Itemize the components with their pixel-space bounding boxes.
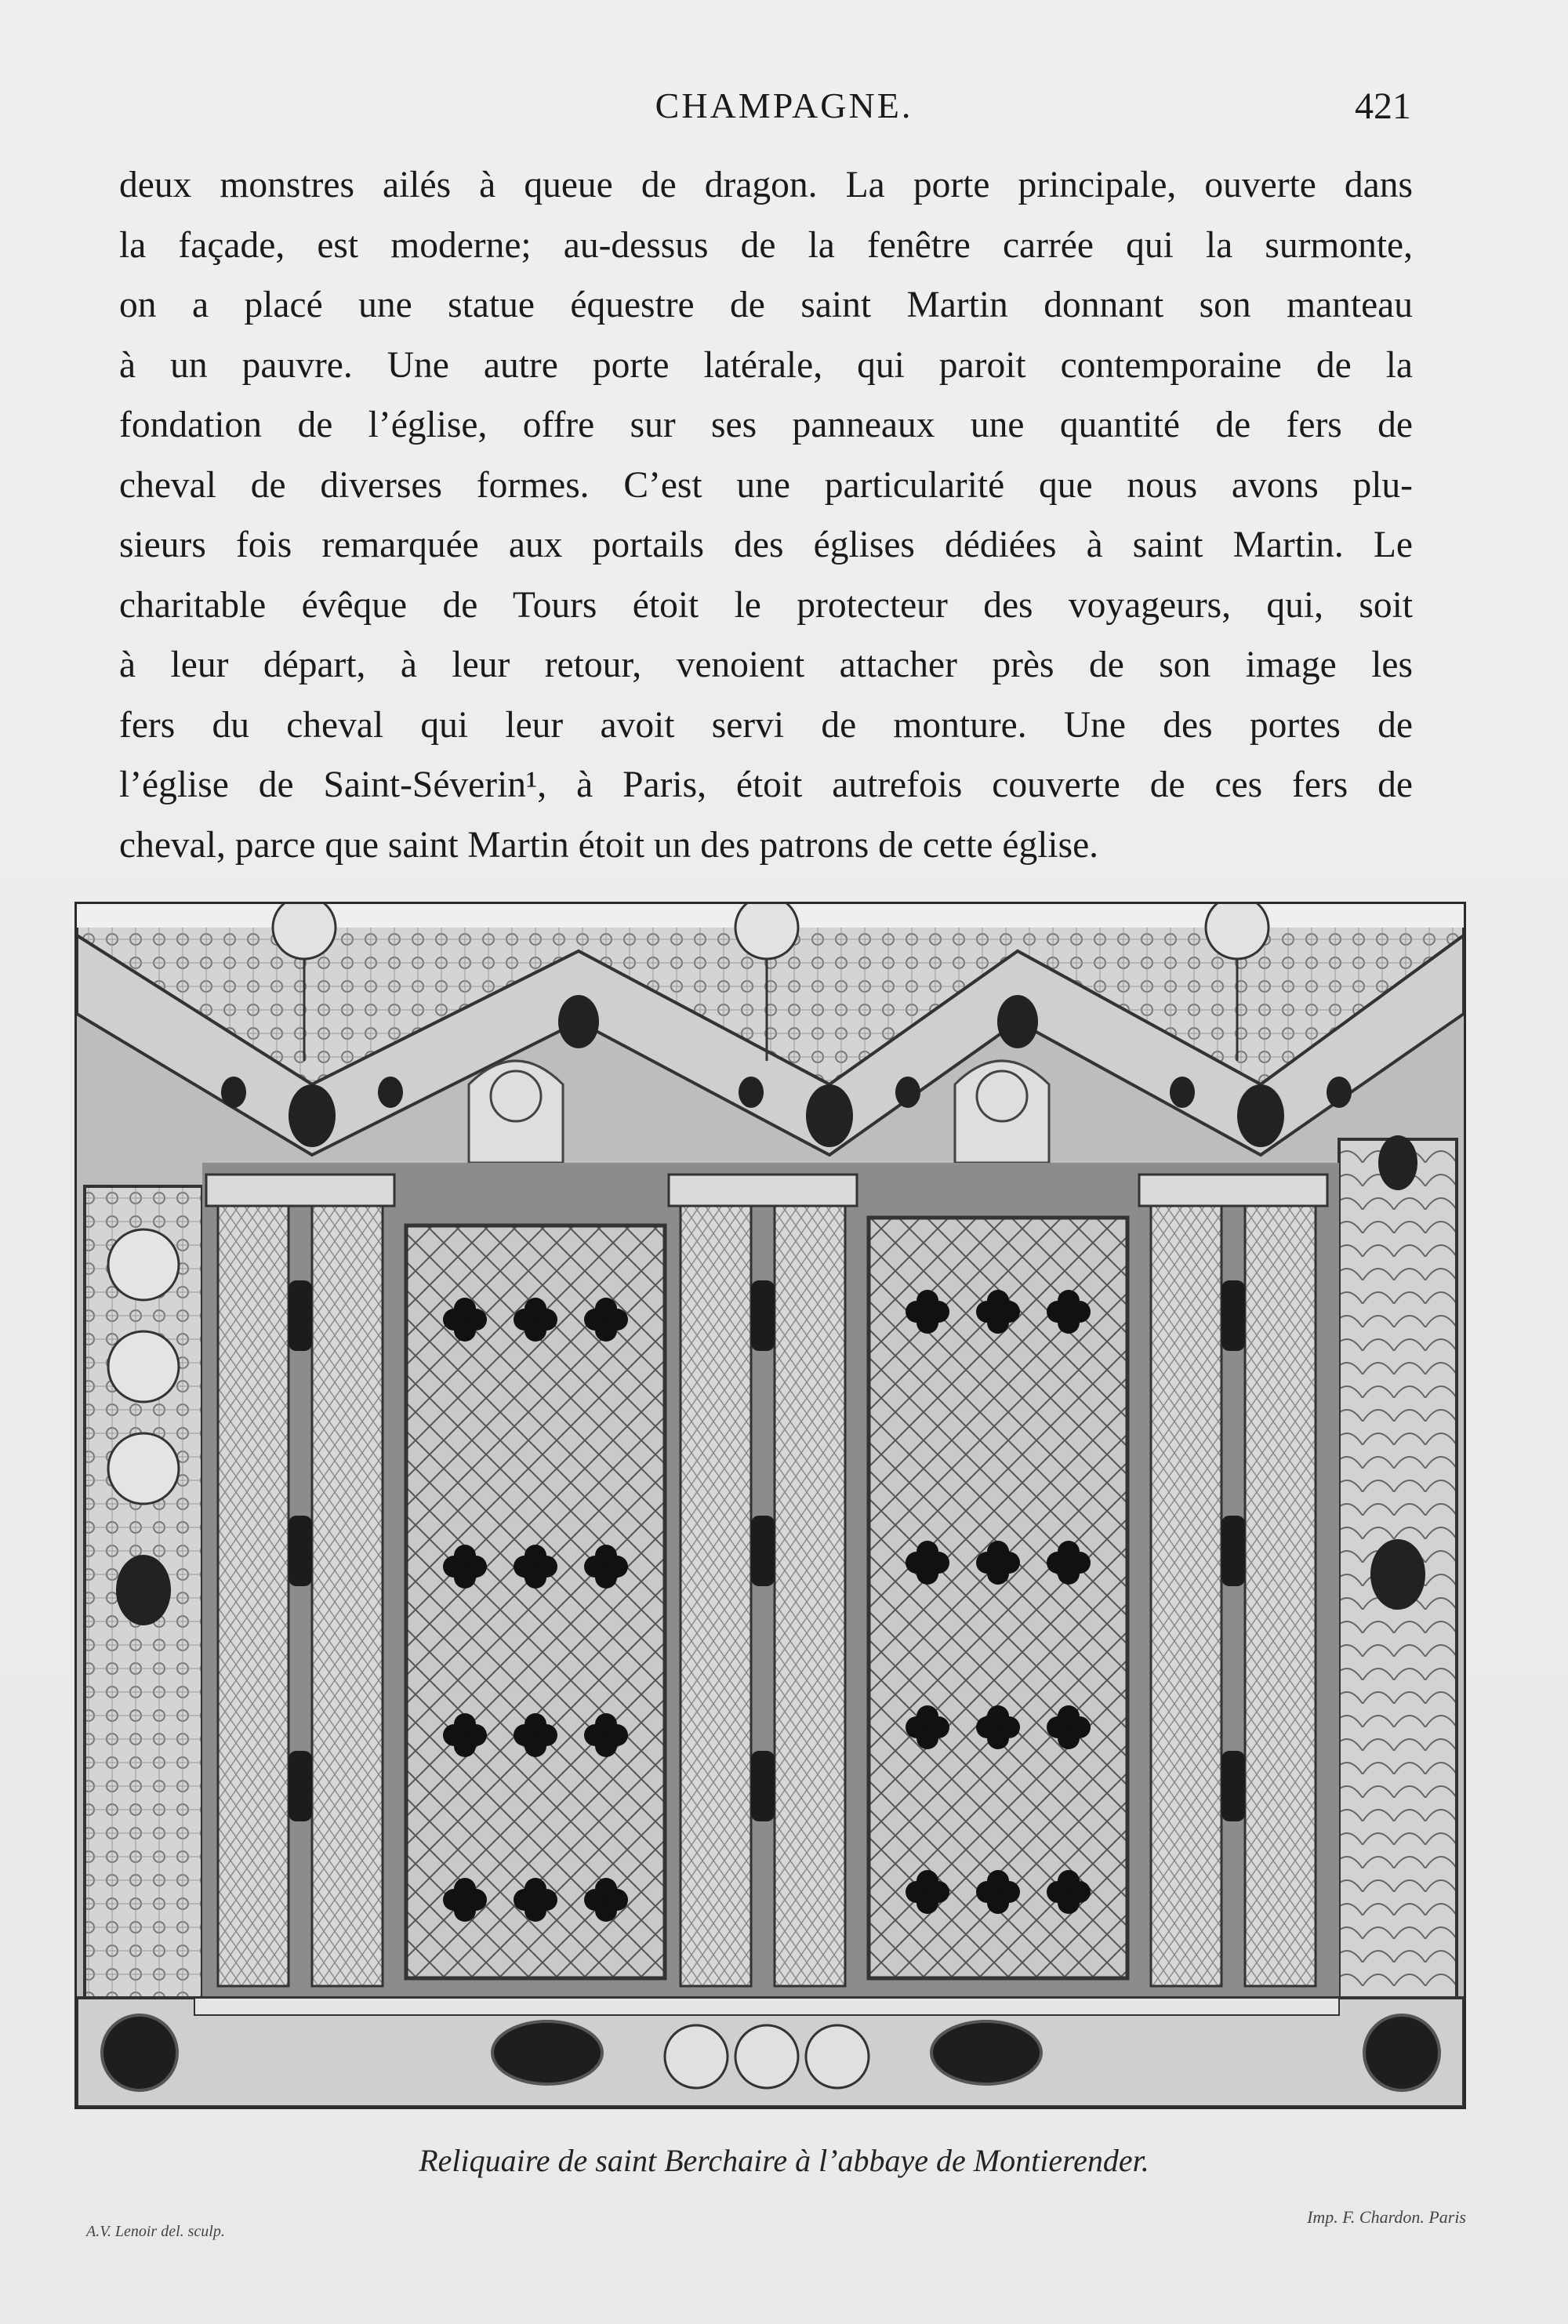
page-number: 421 — [1355, 85, 1411, 127]
running-head: CHAMPAGNE. — [655, 85, 913, 125]
text-line: cheval, parce que saint Martin étoit un des patrons de cette église. — [119, 824, 1099, 866]
text-line: on a placé une statue équestre de saint Martin donnant son manteau — [119, 285, 1413, 325]
text-line: à leur départ, à leur retour, venoient attacher près de son image les — [119, 645, 1413, 685]
base-medallions — [665, 2025, 869, 2088]
engraver-credit: A.V. Lenoir del. sculp. — [86, 2223, 225, 2240]
text-line: la façade, est moderne; au-dessus de la fenêtre carrée qui la surmonte, — [119, 224, 1413, 266]
printer-credit: Imp. F. Chardon. Paris — [1307, 2207, 1466, 2227]
text-line: fers du cheval qui leur avoit servi de monture. Une des portes de — [119, 704, 1413, 746]
text-line: sieurs fois remarquée aux portails des églises dédiées à saint Martin. Le — [119, 525, 1413, 565]
plate-caption: Reliquaire de saint Berchaire à l’abbaye de Montierender. — [419, 2143, 1149, 2178]
text-line: deux monstres ailés à queue de dragon. La porte principale, ouverte dans — [119, 165, 1413, 205]
inscription-band — [194, 1998, 1339, 2015]
side-rosettes — [108, 1229, 179, 1504]
text-line: l’église de Saint-Séverin¹, à Paris, étoit autrefois couverte de ces fers de — [119, 764, 1413, 805]
body-text — [119, 155, 1413, 875]
text-line: charitable évêque de Tours étoit le protecteur des voyageurs, qui, soit — [119, 584, 1413, 626]
reliquary-illustration — [77, 904, 1464, 2107]
page-header — [0, 85, 1568, 140]
column-capitals — [206, 1175, 1327, 1206]
text-line: cheval de diverses formes. C’est une particularité que nous avons plu- — [119, 464, 1413, 506]
text-line: fondation de l’église, offre sur ses panneaux une quantité de fers de — [119, 405, 1413, 445]
text-line: à un pauvre. Une autre porte latérale, qui paroit contemporaine de la — [119, 344, 1413, 386]
reliquary-engraving — [74, 902, 1466, 2109]
